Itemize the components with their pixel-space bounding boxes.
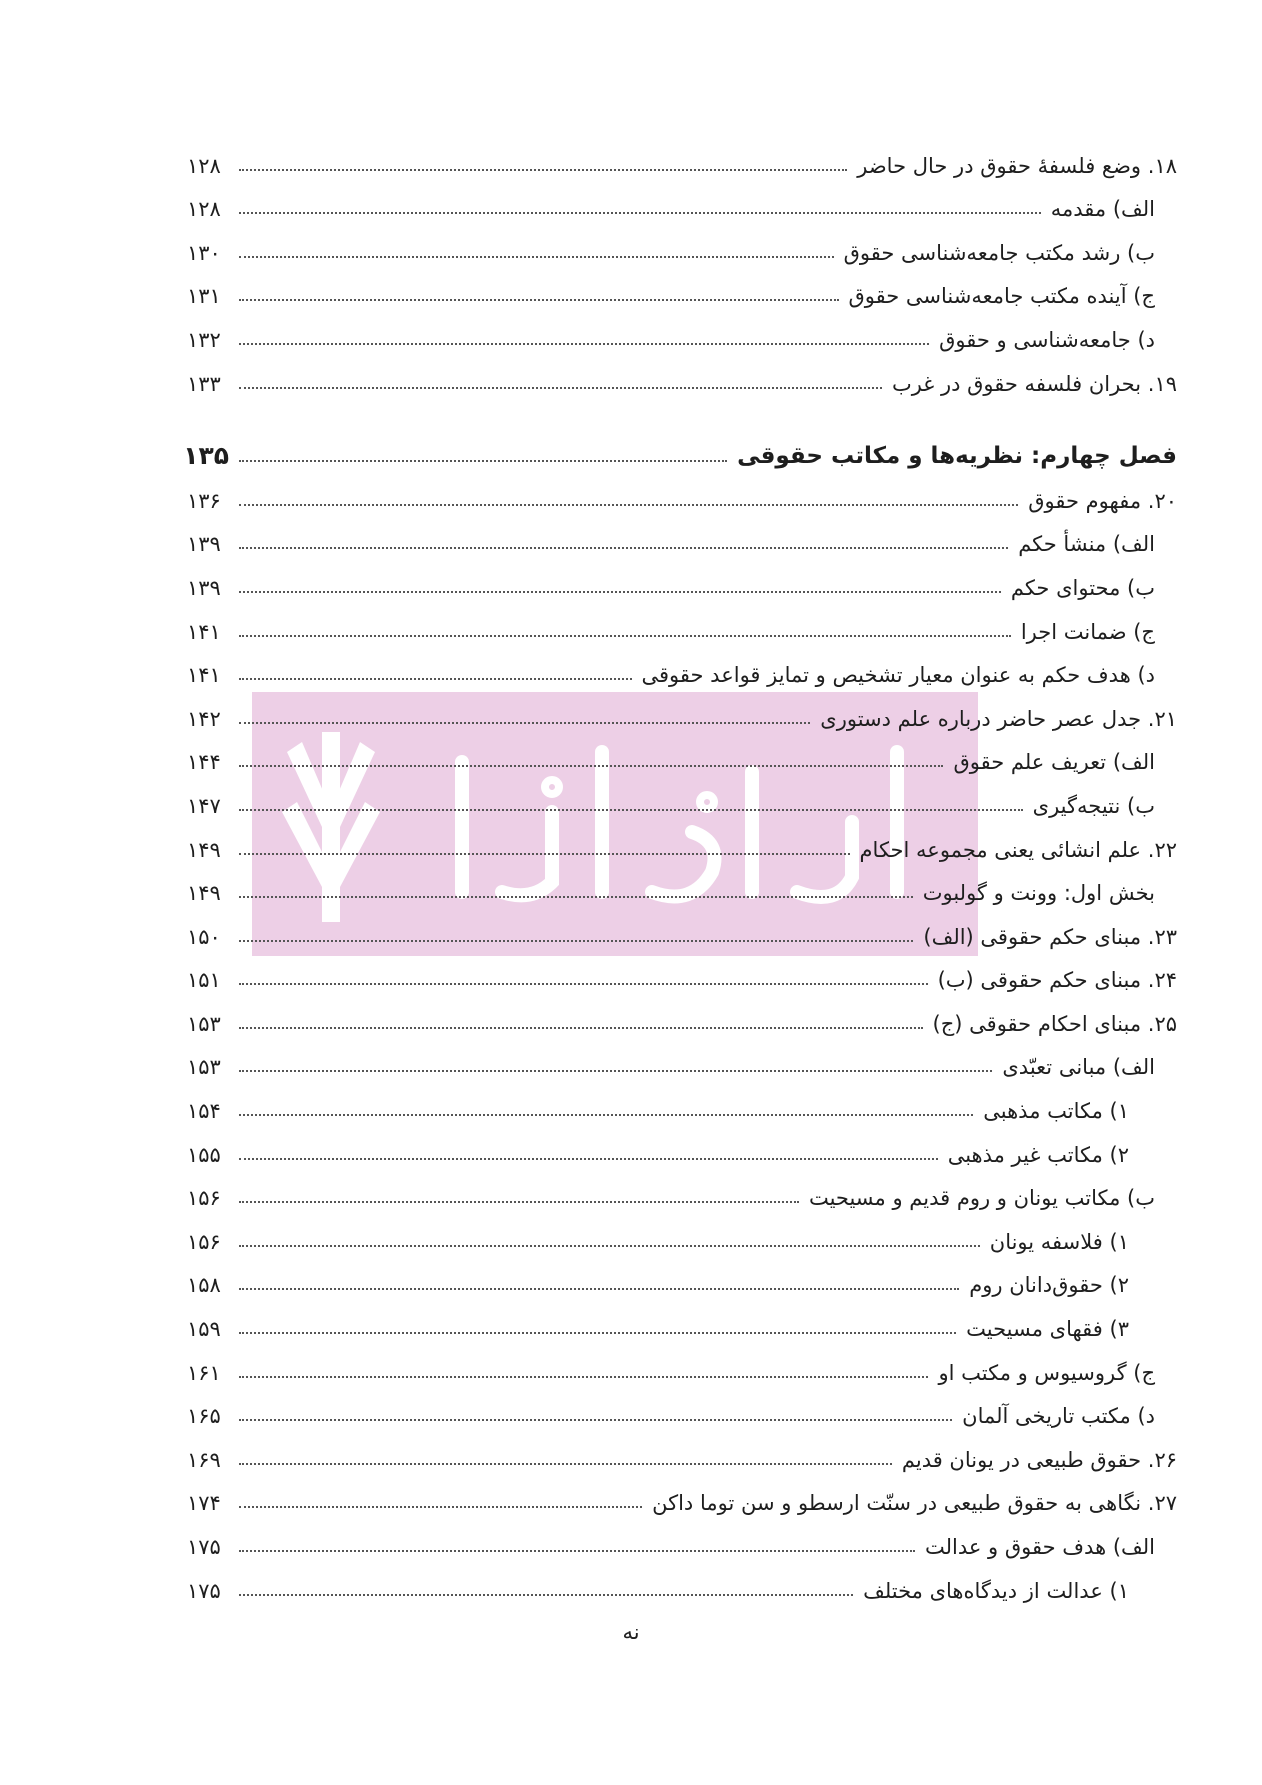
toc-entry xyxy=(187,948,1177,992)
toc-entry-title: الف) هدف حقوق و عدالت xyxy=(924,1535,1155,1559)
toc-entry-page: ۱۴۹ xyxy=(187,881,221,906)
toc-entry-title: ۲) حقوق‌دانان روم xyxy=(969,1273,1129,1298)
toc-entry xyxy=(187,1166,1177,1210)
dot-leader xyxy=(239,896,913,898)
toc-entry-title: ۲۶. حقوق طبیعی در یونان قدیم xyxy=(901,1447,1177,1472)
toc-entry-page: ۱۵۳ xyxy=(187,1055,221,1080)
toc-entry xyxy=(187,264,1177,308)
toc-entry-page: ۱۷۴ xyxy=(187,1491,221,1516)
dot-leader xyxy=(239,1114,973,1116)
toc-entry xyxy=(187,177,1177,221)
toc-entry-title: الف) مقدمه xyxy=(1050,197,1155,222)
dot-leader xyxy=(239,1550,915,1552)
dot-leader xyxy=(239,1245,980,1247)
toc-entry-page: ۱۴۷ xyxy=(187,793,221,818)
toc-entry-title: ۱) فلاسفه یونان xyxy=(989,1229,1129,1254)
toc-entry-title: بخش اول: وونت و گولبوت xyxy=(922,881,1155,906)
toc-entry-title: ج) آینده مکتب جامعه‌شناسی حقوق xyxy=(848,284,1155,309)
dot-leader xyxy=(239,1506,642,1508)
toc-entry-page: ۱۵۵ xyxy=(187,1142,221,1167)
toc-entry-title: ب) نتیجه‌گیری xyxy=(1032,793,1155,818)
toc-entry xyxy=(187,599,1177,643)
toc-entry-page: ۱۳۱ xyxy=(187,284,221,309)
dot-leader xyxy=(239,635,1011,637)
dot-leader xyxy=(239,853,850,855)
toc-entry xyxy=(187,1253,1177,1297)
dot-leader xyxy=(239,765,943,767)
dot-leader xyxy=(239,1332,956,1334)
toc-entry xyxy=(187,904,1177,948)
toc-entry-page: ۱۳۲ xyxy=(187,327,221,352)
toc-entry-title: ۱۹. بحران فلسفه حقوق در غرب xyxy=(891,371,1177,396)
dot-leader xyxy=(239,547,1008,549)
toc-entry-title: الف) مبانی تعبّدی xyxy=(1002,1055,1155,1080)
toc-entry-page: ۱۲۸ xyxy=(187,153,221,178)
dot-leader xyxy=(239,591,1001,593)
toc-entry-title: د) جامعه‌شناسی و حقوق xyxy=(939,327,1155,352)
dot-leader xyxy=(239,1594,853,1596)
toc-entry-title: ۲۰. مفهوم حقوق xyxy=(1028,488,1177,513)
toc-entry xyxy=(187,1122,1177,1166)
dot-leader xyxy=(239,1419,952,1421)
dot-leader xyxy=(239,169,847,171)
toc-entry-title: ج) ضمانت اجرا xyxy=(1020,619,1155,644)
toc-entry xyxy=(187,468,1177,512)
dot-leader xyxy=(239,678,632,680)
toc-entry-page: ۱۳۰ xyxy=(187,240,221,265)
toc-entry xyxy=(187,133,1177,177)
toc-entry-page: ۱۳۳ xyxy=(187,371,221,396)
toc-entry-title: ب) رشد مکتب جامعه‌شناسی حقوق xyxy=(843,240,1155,265)
dot-leader xyxy=(239,387,882,389)
dot-leader xyxy=(239,1027,923,1029)
toc-entry xyxy=(187,1209,1177,1253)
toc-entry-page: ۱۴۲ xyxy=(187,706,221,731)
toc-entry-title: ۲۲. علم انشائی یعنی مجموعه احکام xyxy=(859,837,1177,862)
dot-leader xyxy=(239,1070,992,1072)
toc-entry-title: فصل چهارم: نظریه‌ها و مکاتب حقوقی xyxy=(737,443,1177,470)
dot-leader xyxy=(239,1463,892,1465)
toc-entry-title: ب) مکاتب یونان و روم قدیم و مسیحیت xyxy=(808,1186,1155,1211)
toc-entry xyxy=(187,351,1177,395)
table-of-contents xyxy=(183,133,1177,1603)
toc-entry xyxy=(187,1427,1177,1471)
toc-entry xyxy=(187,1035,1177,1079)
toc-entry-title: ۲۱. جدل عصر حاضر درباره علم دستوری xyxy=(820,706,1177,731)
toc-entry-title: ۲۷. نگاهی به حقوق طبیعی در سنّت ارسطو و سن توما داکن xyxy=(652,1491,1177,1516)
toc-entry-page: ۱۶۵ xyxy=(187,1404,221,1429)
toc-entry xyxy=(187,512,1177,556)
toc-entry-title: ۳) فقهای مسیحیت xyxy=(966,1317,1129,1342)
dot-leader xyxy=(239,809,1023,811)
toc-entry-page: ۱۳۶ xyxy=(187,488,221,513)
toc-entry-title: الف) تعریف علم حقوق xyxy=(953,750,1155,775)
page-number-footer: نه xyxy=(622,1620,640,1644)
toc-entry-page: ۱۵۶ xyxy=(187,1229,221,1254)
toc-entry xyxy=(187,686,1177,730)
toc-entry-title: ۱) مکاتب مذهبی xyxy=(983,1099,1129,1124)
toc-entry-title: د) هدف حکم به عنوان معیار تشخیص و تمایز قواعد حقوقی xyxy=(641,663,1155,688)
toc-entry xyxy=(187,730,1177,774)
dot-leader xyxy=(239,940,913,942)
toc-entry-title: ۱) عدالت از دیدگاه‌های مختلف xyxy=(863,1578,1129,1603)
toc-entry xyxy=(187,991,1177,1035)
toc-entry xyxy=(187,1340,1177,1384)
toc-entry-page: ۱۴۹ xyxy=(187,837,221,862)
dot-leader xyxy=(239,299,839,301)
toc-entry-title: ج) گروسیوس و مکتب او xyxy=(938,1360,1155,1385)
dot-leader xyxy=(239,722,810,724)
toc-entry xyxy=(187,1514,1177,1558)
toc-entry xyxy=(187,1384,1177,1428)
toc-entry xyxy=(187,220,1177,264)
toc-entry-page: ۱۳۹ xyxy=(187,532,221,557)
toc-entry-page: ۱۴۱ xyxy=(187,619,221,644)
toc-entry-page: ۱۵۸ xyxy=(187,1273,221,1298)
toc-entry xyxy=(187,1296,1177,1340)
toc-entry-page: ۱۵۹ xyxy=(187,1317,221,1342)
toc-entry-page: ۱۵۰ xyxy=(187,924,221,949)
toc-entry-page: ۱۵۶ xyxy=(187,1186,221,1211)
dot-leader xyxy=(239,1158,938,1160)
toc-entry xyxy=(187,861,1177,905)
toc-entry-page: ۱۲۸ xyxy=(187,197,221,222)
toc-entry-page: ۱۷۵ xyxy=(187,1578,221,1603)
toc-entry-title: الف) منشأ حکم xyxy=(1018,532,1155,557)
dot-leader xyxy=(239,1376,928,1378)
dot-leader xyxy=(239,256,834,258)
dot-leader xyxy=(239,460,727,462)
toc-entry-page: ۱۵۳ xyxy=(187,1011,221,1036)
toc-entry xyxy=(187,555,1177,599)
toc-entry-page: ۱۳۹ xyxy=(187,575,221,600)
dot-leader xyxy=(239,1201,799,1203)
toc-chapter-heading xyxy=(183,425,1177,471)
toc-entry-title: ۲) مکاتب غیر مذهبی xyxy=(947,1142,1129,1167)
toc-entry-page: ۱۷۵ xyxy=(187,1535,221,1559)
toc-entry-title: ۲۳. مبنای حکم حقوقی (الف) xyxy=(923,924,1177,949)
toc-entry xyxy=(187,817,1177,861)
toc-entry xyxy=(187,643,1177,687)
toc-entry-title: ۱۸. وضع فلسفهٔ حقوق در حال حاضر xyxy=(857,153,1177,178)
toc-entry-page: ۱۳۵ xyxy=(183,441,229,471)
toc-entry xyxy=(187,773,1177,817)
toc-entry-title: د) مکتب تاریخی آلمان xyxy=(962,1404,1155,1429)
dot-leader xyxy=(239,343,929,345)
toc-entry-page: ۱۵۴ xyxy=(187,1099,221,1124)
dot-leader xyxy=(239,212,1041,214)
toc-entry-title: ب) محتوای حکم xyxy=(1010,575,1155,600)
dot-leader xyxy=(239,1288,959,1290)
toc-entry-title: ۲۵. مبنای احکام حقوقی (ج) xyxy=(932,1011,1177,1036)
toc-entry xyxy=(187,307,1177,351)
toc-entry-page: ۱۴۴ xyxy=(187,750,221,775)
toc-entry-page: ۱۵۱ xyxy=(187,968,221,993)
dot-leader xyxy=(239,504,1018,506)
dot-leader xyxy=(239,983,928,985)
toc-entry-title: ۲۴. مبنای حکم حقوقی (ب) xyxy=(937,968,1177,993)
toc-entry xyxy=(187,1078,1177,1122)
toc-entry-page: ۱۶۹ xyxy=(187,1447,221,1472)
toc-entry-page: ۱۶۱ xyxy=(187,1360,221,1385)
toc-entry xyxy=(187,1558,1177,1602)
toc-entry-page: ۱۴۱ xyxy=(187,663,221,688)
toc-entry xyxy=(187,1471,1177,1515)
